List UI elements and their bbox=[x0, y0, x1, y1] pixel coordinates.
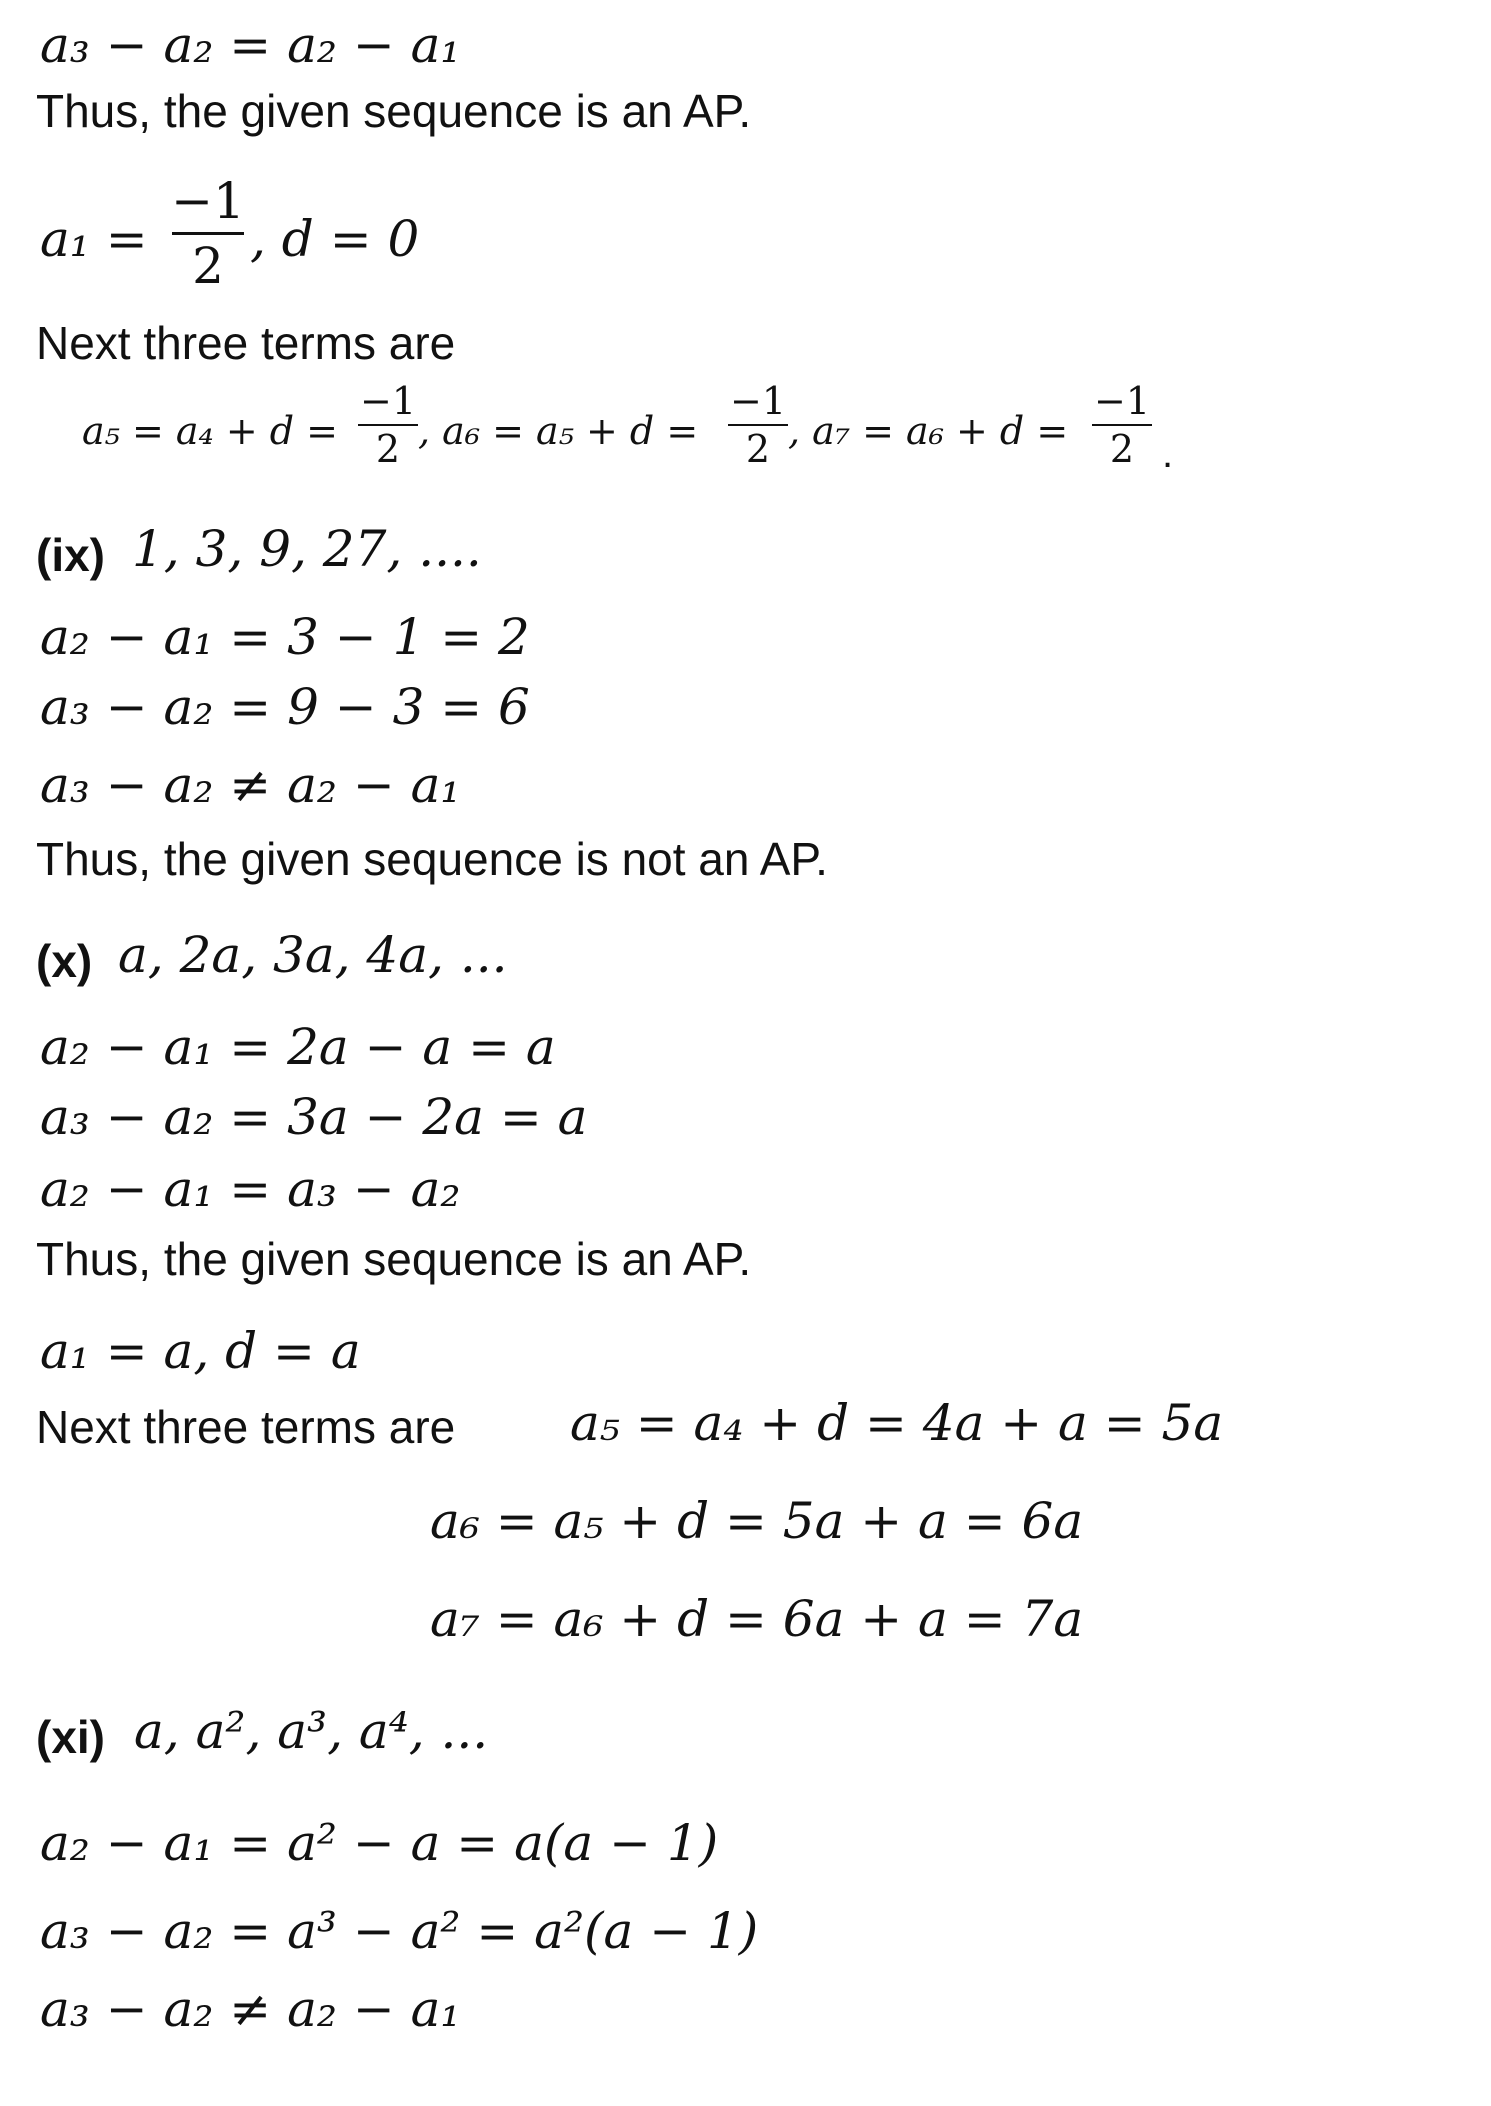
equation-line: a₂ − a₁ = a₃ − a₂ bbox=[40, 1160, 461, 1218]
equation-line: , a₇ = a₆ + d = bbox=[788, 409, 1069, 453]
fraction-bar bbox=[172, 232, 244, 235]
text-line: Thus, the given sequence is not an AP. bbox=[36, 833, 828, 885]
equation-line: , a₆ = a₅ + d = bbox=[418, 409, 699, 453]
sequence: 1, 3, 9, 27, .... bbox=[132, 520, 482, 578]
fraction bbox=[358, 379, 418, 471]
fraction-numerator: −1 bbox=[1093, 379, 1151, 423]
equation-line: a₃ − a₂ = 3a − 2a = a bbox=[40, 1088, 588, 1146]
fraction bbox=[1092, 379, 1152, 471]
period: . bbox=[1162, 432, 1174, 476]
equation-line: a₃ − a₂ ≠ a₂ − a₁ bbox=[40, 756, 461, 814]
fraction-denominator: 2 bbox=[375, 427, 401, 471]
fraction bbox=[728, 379, 788, 471]
equation-line: a₃ − a₂ = a₂ − a₁ bbox=[40, 16, 461, 74]
equation-line: a₂ − a₁ = 3 − 1 = 2 bbox=[40, 608, 530, 666]
equation-line: a₃ − a₂ = 9 − 3 = 6 bbox=[40, 678, 530, 736]
equation-line: a₆ = a₅ + d = 5a + a = 6a bbox=[430, 1492, 1084, 1550]
fraction-denominator: 2 bbox=[1109, 427, 1135, 471]
fraction-numerator: −1 bbox=[359, 379, 417, 423]
equation-line: a₇ = a₆ + d = 6a + a = 7a bbox=[430, 1590, 1084, 1648]
equation-line: a₂ − a₁ = a² − a = a(a − 1) bbox=[40, 1814, 719, 1872]
fraction-bar bbox=[1092, 424, 1152, 426]
text-line: Next three terms are bbox=[36, 1401, 456, 1453]
sequence: a, 2a, 3a, 4a, ... bbox=[118, 926, 508, 984]
equation-line: a₃ − a₂ ≠ a₂ − a₁ bbox=[40, 1980, 461, 2038]
equation-line: a₁ = bbox=[40, 210, 148, 268]
equation-line: a₃ − a₂ = a³ − a² = a²(a − 1) bbox=[40, 1902, 759, 1960]
equation-line: a₅ = a₄ + d = 4a + a = 5a bbox=[570, 1394, 1224, 1452]
fraction bbox=[171, 172, 245, 295]
text-line: Thus, the given sequence is an AP. bbox=[36, 85, 752, 137]
part-label: (x) bbox=[36, 935, 93, 987]
fraction-bar bbox=[358, 424, 418, 426]
text-line: Thus, the given sequence is an AP. bbox=[36, 1233, 752, 1285]
equation-line: , d = 0 bbox=[250, 210, 420, 268]
part-label: (ix) bbox=[36, 529, 105, 581]
fraction-denominator: 2 bbox=[745, 427, 771, 471]
fraction-denominator: 2 bbox=[192, 237, 224, 295]
text-line: Next three terms are bbox=[36, 317, 456, 369]
fraction-numerator: −1 bbox=[729, 379, 787, 423]
fraction-numerator: −1 bbox=[171, 172, 245, 230]
fraction-bar bbox=[728, 424, 788, 426]
equation-line: a₁ = a, d = a bbox=[40, 1322, 361, 1380]
sequence: a, a², a³, a⁴, ... bbox=[134, 1702, 489, 1760]
equation-line: a₂ − a₁ = 2a − a = a bbox=[40, 1018, 556, 1076]
equation-line: a₅ = a₄ + d = bbox=[82, 409, 339, 453]
part-label: (xi) bbox=[36, 1711, 105, 1763]
